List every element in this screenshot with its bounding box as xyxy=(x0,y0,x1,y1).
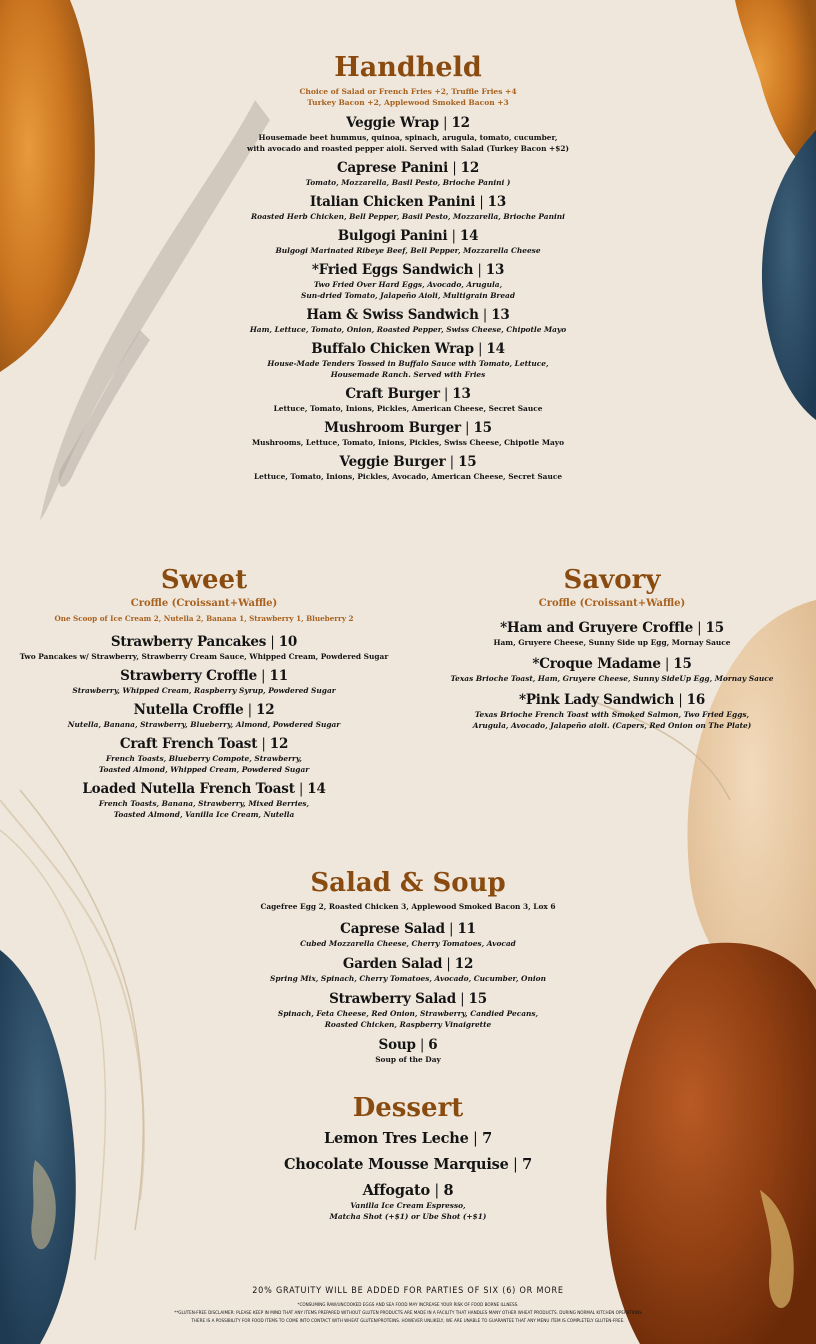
menu-item xyxy=(4,634,404,662)
item-price: 13 xyxy=(452,386,471,402)
item-description: Toasted Almond, Whipped Cream, Powdered Sugar xyxy=(98,765,310,774)
item-name xyxy=(4,668,404,684)
item-description: Housemade beet hummus, quinoa, spinach, arugula, tomato, cucumber, xyxy=(258,133,558,142)
item-name xyxy=(208,194,608,210)
section-title: Sweet xyxy=(160,565,248,595)
price-separator: | xyxy=(447,228,460,244)
item-list xyxy=(4,634,404,820)
item-name xyxy=(208,1183,608,1199)
menu-item xyxy=(4,736,404,775)
section-dessert xyxy=(208,1095,608,1232)
item-name xyxy=(208,160,608,176)
item-description: Roasted Herb Chicken, Bell Pepper, Basil Pesto, Mozzarella, Brioche Panini xyxy=(251,212,565,221)
item-name xyxy=(432,656,792,672)
item-description: French Toasts, Blueberry Compote, Strawberry, xyxy=(105,754,303,763)
item-name xyxy=(208,1131,608,1147)
item-description: Texas Brioche Toast, Ham, Gruyere Cheese, Sunny SideUp Egg, Mornay Sauce xyxy=(450,674,774,683)
item-price: 14 xyxy=(459,228,479,244)
item-name xyxy=(208,1157,608,1173)
item-title: Ham & Swiss Sandwich xyxy=(306,307,479,323)
item-title: Buffalo Chicken Wrap xyxy=(311,341,474,357)
item-title: Veggie Burger xyxy=(339,454,446,470)
item-list xyxy=(208,115,608,482)
item-name xyxy=(208,262,608,278)
section-title: Handheld xyxy=(334,52,482,83)
item-title: Affogato xyxy=(362,1182,431,1199)
item-list xyxy=(208,921,608,1065)
menu-item xyxy=(208,1157,608,1173)
item-description: Ham, Gruyere Cheese, Sunny Side up Egg, Mornay Sauce xyxy=(493,638,731,647)
item-description: Vanilla Ice Cream Espresso, xyxy=(350,1201,466,1210)
item-description: Lettuce, Tomato, Inions, Pickles, American Cheese, Secret Sauce xyxy=(273,404,543,413)
item-name xyxy=(4,702,404,718)
item-name xyxy=(208,115,608,131)
menu-item xyxy=(208,454,608,482)
item-price: 8 xyxy=(443,1182,454,1199)
item-name xyxy=(208,341,608,357)
price-separator: | xyxy=(460,420,474,436)
item-description: Strawberry, Whipped Cream, Raspberry Syrup, Powdered Sugar xyxy=(72,686,336,695)
item-price: 16 xyxy=(686,692,706,708)
item-price: 15 xyxy=(673,656,692,672)
menu-item xyxy=(432,692,792,731)
item-list xyxy=(432,620,792,731)
item-description: Toasted Almond, Vanilla Ice Cream, Nutella xyxy=(113,810,295,819)
item-name xyxy=(432,620,792,636)
note-line: Choice of Salad or French Fries +2, Truffle Fries +4 xyxy=(299,87,517,96)
item-price: 11 xyxy=(457,921,476,937)
item-title: *Fried Eggs Sandwich xyxy=(311,262,474,278)
item-name xyxy=(208,921,608,937)
section-title: Salad & Soup xyxy=(310,868,506,898)
item-price: 12 xyxy=(256,702,275,718)
item-price: 15 xyxy=(473,420,492,436)
menu-item xyxy=(208,921,608,949)
menu-item xyxy=(208,420,608,448)
item-title: Italian Chicken Panini xyxy=(309,194,476,210)
item-price: 12 xyxy=(454,956,474,972)
item-name xyxy=(208,454,608,470)
item-title: Caprese Salad xyxy=(340,921,445,937)
menu-item xyxy=(208,991,608,1030)
item-price: 15 xyxy=(468,991,487,1007)
item-price: 13 xyxy=(485,262,505,278)
price-separator: | xyxy=(266,634,279,650)
item-name xyxy=(208,1037,608,1053)
item-name xyxy=(208,420,608,436)
item-name xyxy=(4,634,404,650)
item-title: Strawberry Croffle xyxy=(120,668,257,684)
section-note xyxy=(208,86,608,108)
note-line: Turkey Bacon +2, Applewood Smoked Bacon +3 xyxy=(307,98,509,107)
menu-item xyxy=(432,656,792,684)
section-subtitle: Croffle (Croissant+Waffle) xyxy=(538,598,686,609)
item-title: *Croque Madame xyxy=(532,656,661,672)
section-note: Cagefree Egg 2, Roasted Chicken 3, Applewood Smoked Bacon 3, Lox 6 xyxy=(260,902,556,911)
item-price: 10 xyxy=(278,634,298,650)
menu-item xyxy=(208,386,608,414)
item-title: Chocolate Mousse Marquise xyxy=(283,1156,509,1173)
item-name xyxy=(208,307,608,323)
price-separator: | xyxy=(660,656,674,672)
item-description: Matcha Shot (+$1) or Ube Shot (+$1) xyxy=(329,1212,487,1221)
item-title: Lemon Tres Leche xyxy=(323,1130,469,1147)
menu-item xyxy=(208,1183,608,1222)
item-description: Arugula, Avocado, Jalapeño aioli. (Capers, Red Onion on The Plate) xyxy=(472,721,752,730)
price-separator: | xyxy=(455,991,469,1007)
item-list xyxy=(208,1131,608,1222)
item-name xyxy=(432,692,792,708)
price-separator: | xyxy=(448,160,461,176)
item-description: Spinach, Feta Cheese, Red Onion, Strawberry, Candied Pecans, xyxy=(277,1009,539,1018)
item-title: Veggie Wrap xyxy=(346,115,439,131)
section-handheld xyxy=(208,54,608,488)
item-description: Soup of the Day xyxy=(375,1055,441,1064)
item-title: Soup xyxy=(378,1037,416,1053)
menu-item xyxy=(432,620,792,648)
section-title: Dessert xyxy=(352,1093,464,1123)
item-name xyxy=(208,956,608,972)
price-separator: | xyxy=(478,307,492,323)
price-separator: | xyxy=(475,194,488,210)
price-separator: | xyxy=(444,921,458,937)
item-price: 15 xyxy=(705,620,724,636)
gratuity-notice: 20% GRATUITY WILL BE ADDED FOR PARTIES OF SIX (6) OR MORE xyxy=(252,1286,564,1296)
item-description: Tomato, Mozzarella, Basil Pesto, Brioche Panini ) xyxy=(305,178,511,187)
item-title: Craft Burger xyxy=(345,386,440,402)
menu-item xyxy=(208,956,608,984)
item-price: 14 xyxy=(307,781,326,797)
price-separator: | xyxy=(473,262,486,278)
item-description: Bulgogi Marinated Ribeye Beef, Bell Pepper, Mozzarella Cheese xyxy=(275,246,541,255)
item-description: Two Pancakes w/ Strawberry, Strawberry Cream Sauce, Whipped Cream, Powdered Sugar xyxy=(19,652,389,661)
item-name xyxy=(4,736,404,752)
item-description: with avocado and roasted pepper aioli. Served with Salad (Turkey Bacon +$2) xyxy=(246,144,570,153)
item-title: *Pink Lady Sandwich xyxy=(518,692,675,708)
price-separator: | xyxy=(438,115,452,131)
item-description: Spring Mix, Spinach, Cherry Tomatoes, Avocado, Cucumber, Onion xyxy=(270,974,546,983)
menu-item xyxy=(208,341,608,380)
section-subtitle: Croffle (Croissant+Waffle) xyxy=(130,598,278,609)
item-name xyxy=(208,386,608,402)
price-separator: | xyxy=(256,668,270,684)
item-title: Bulgogi Panini xyxy=(337,228,448,244)
item-description: Roasted Chicken, Raspberry Vinaigrette xyxy=(324,1020,492,1029)
item-price: 12 xyxy=(460,160,480,176)
item-description: Mushrooms, Lettuce, Tomato, Inions, Pickles, Swiss Cheese, Chipotle Mayo xyxy=(251,438,565,447)
menu-item xyxy=(4,702,404,730)
section-sweet xyxy=(4,567,404,826)
raw-food-disclaimer: *CONSUMING RAW/UNCOOKED EGGS AND SEA FOOD MAY INCREASE YOUR RISK OF FOOD BORNE ILLNESS. xyxy=(297,1303,519,1308)
item-title: Mushroom Burger xyxy=(324,420,461,436)
price-separator: | xyxy=(257,736,270,752)
gluten-disclaimer-line-1: **GLUTEN-FREE DISCLAIMER: PLEASE KEEP IN MIND THAT ANY ITEMS PREPARED WITHOUT GLUTEN PRODUCTS ARE MADE IN A FACILITY THAT HANDLES MANY OTHER WHEAT PRODUCTS. DURING NORMAL KITCHEN OPERATIONS xyxy=(174,1311,642,1316)
item-title: Strawberry Salad xyxy=(329,991,456,1007)
item-price: 13 xyxy=(491,307,510,323)
price-separator: | xyxy=(445,454,459,470)
item-title: Strawberry Pancakes xyxy=(110,634,267,650)
menu-item xyxy=(208,228,608,256)
item-name xyxy=(208,991,608,1007)
item-title: Craft French Toast xyxy=(119,736,258,752)
item-price: 7 xyxy=(482,1130,493,1147)
price-separator: | xyxy=(674,692,687,708)
item-price: 15 xyxy=(458,454,477,470)
menu-item xyxy=(208,115,608,154)
item-description: Texas Brioche French Toast with Smoked Salmon, Two Fried Eggs, xyxy=(474,710,750,719)
price-separator: | xyxy=(243,702,257,718)
price-separator: | xyxy=(294,781,308,797)
item-title: Garden Salad xyxy=(342,956,443,972)
menu-item xyxy=(208,307,608,335)
item-title: *Ham and Gruyere Croffle xyxy=(500,620,693,636)
price-separator: | xyxy=(473,341,487,357)
section-salad-soup xyxy=(208,870,608,1072)
menu-item xyxy=(4,781,404,820)
item-description: Two Fried Over Hard Eggs, Avocado, Arugula, xyxy=(313,280,503,289)
item-description: Lettuce, Tomato, Inions, Pickles, Avocado, American Cheese, Secret Sauce xyxy=(253,472,563,481)
item-price: 13 xyxy=(487,194,507,210)
price-separator: | xyxy=(442,956,455,972)
price-separator: | xyxy=(693,620,706,636)
price-separator: | xyxy=(508,1157,523,1173)
section-title: Savory xyxy=(563,565,661,595)
item-description: Cubed Mozzarella Cheese, Cherry Tomatoes, Avocad xyxy=(300,939,516,948)
menu-item xyxy=(208,160,608,188)
menu-item xyxy=(208,1131,608,1147)
item-title: Caprese Panini xyxy=(336,160,449,176)
item-price: 12 xyxy=(451,115,470,131)
item-price: 14 xyxy=(486,341,505,357)
item-price: 12 xyxy=(269,736,289,752)
item-price: 7 xyxy=(522,1156,533,1173)
item-price: 11 xyxy=(269,668,288,684)
price-separator: | xyxy=(430,1183,444,1199)
item-description: Nutella, Banana, Strawberry, Blueberry, Almond, Powdered Sugar xyxy=(67,720,341,729)
menu-item xyxy=(208,262,608,301)
price-separator: | xyxy=(439,386,453,402)
item-title: Nutella Croffle xyxy=(133,702,244,718)
price-separator: | xyxy=(468,1131,483,1147)
section-note: One Scoop of Ice Cream 2, Nutella 2, Banana 1, Strawberry 1, Blueberry 2 xyxy=(54,614,354,623)
item-description: Housemade Ranch. Served with Fries xyxy=(330,370,486,379)
section-savory xyxy=(432,567,792,739)
item-description: French Toasts, Banana, Strawberry, Mixed Berries, xyxy=(98,799,310,808)
menu-item xyxy=(208,194,608,222)
gluten-disclaimer-line-2: THERE IS A POSSIBILITY FOR FOOD ITEMS TO COME INTO CONTACT WITH WHEAT GLUTEN/PROTEINS. HOWEVER UNLIKELY, WE ARE UNABLE TO GUARANTEE THAT ANY MENU ITEM IS COMPLETELY GLUTEN-FREE. xyxy=(191,1319,625,1324)
item-title: Loaded Nutella French Toast xyxy=(82,781,295,797)
price-separator: | xyxy=(415,1037,429,1053)
item-description: Sun-dried Tomato, Jalapeño Aioli, Multigrain Bread xyxy=(301,291,515,300)
item-name xyxy=(208,228,608,244)
menu-item xyxy=(4,668,404,696)
menu-item xyxy=(208,1037,608,1065)
item-name xyxy=(4,781,404,797)
item-price: 6 xyxy=(428,1037,438,1053)
item-description: Ham, Lettuce, Tomato, Onion, Roasted Pepper, Swiss Cheese, Chipotle Mayo xyxy=(249,325,567,334)
item-description: House-Made Tenders Tossed in Buffalo Sauce with Tomato, Lettuce, xyxy=(267,359,549,368)
